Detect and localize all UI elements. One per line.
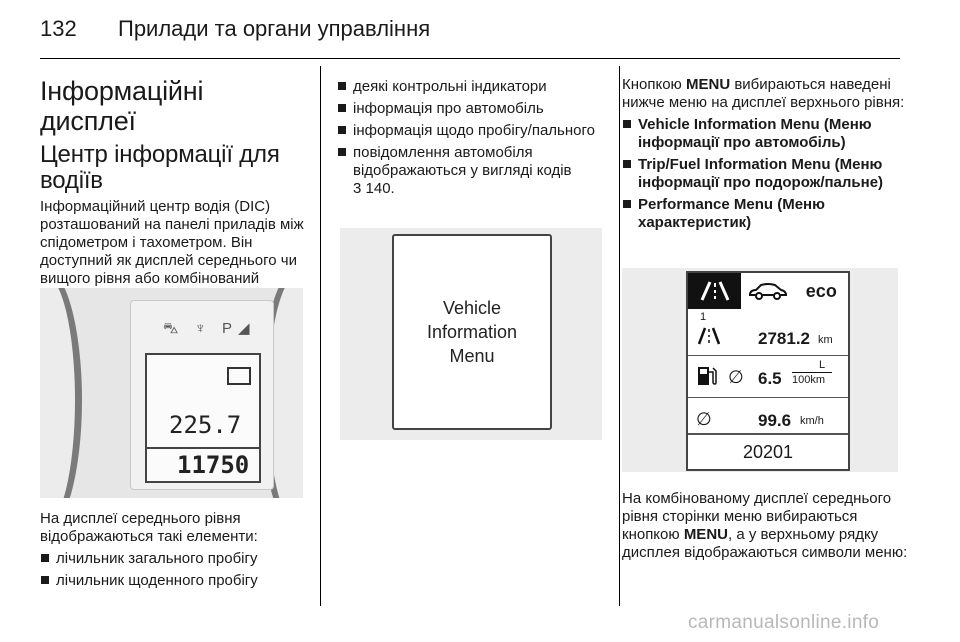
warning-icons: ⛍ ♆ P◢ (163, 320, 256, 337)
list-item: інформація про автомобіль (337, 100, 605, 118)
list-item: Performance Menu (Меню характеристик) (622, 196, 912, 232)
col2-list (337, 78, 605, 198)
bullet-icon (338, 104, 346, 112)
bullet-icon (41, 554, 49, 562)
road-icon (688, 273, 741, 309)
road-small-icon (696, 327, 722, 350)
page-number: 132 (40, 16, 77, 41)
column-1 (40, 64, 305, 306)
footer-watermark: carmanualsonline.info (688, 612, 880, 633)
column-1-lower (40, 510, 305, 594)
menus-list (622, 116, 912, 232)
menu-intro-paragraph: Кнопкою MENU вибираються наведені нижче меню на дисплеї верхнього рівня: (622, 76, 905, 111)
column-3-lower (622, 490, 912, 562)
fuel-unit-numerator: L (818, 359, 826, 371)
column-3 (622, 76, 912, 236)
instrument-cluster-figure (40, 288, 303, 498)
menu-screen (392, 234, 552, 430)
running-title: Прилади та органи управління (118, 16, 431, 41)
odometer-row: 20201 (688, 433, 848, 469)
menu-button-name: MENU (683, 526, 728, 543)
list-item: інформація щодо пробігу/пального (337, 122, 605, 140)
trip-distance: 2781.2 (758, 329, 810, 348)
dic-frame (130, 300, 274, 490)
list-item: лічильник щоденного пробігу (40, 572, 305, 590)
distance-unit: km (818, 334, 833, 346)
list-item: Vehicle Information Menu (Меню інформації про автомобіль) (622, 116, 912, 152)
odometer-readout: 11750 (177, 451, 250, 479)
menu-screen-text: Vehicle Information Menu (426, 298, 518, 366)
fraction-line (792, 372, 832, 373)
trip-fuel-display-figure (622, 268, 898, 472)
bullet-icon (623, 120, 631, 128)
bullet-icon (623, 160, 631, 168)
vehicle-information-menu-figure (340, 228, 602, 440)
subsection-title: Центр інформації для водіїв (40, 141, 280, 194)
caption-paragraph: На дисплеї середнього рівня відображаються такі елементи: (40, 510, 258, 545)
average-icon: ∅ (728, 367, 744, 387)
header-rule (40, 58, 900, 59)
column-2 (337, 76, 605, 202)
average-speed-value: 99.6 (758, 411, 792, 430)
section-title: Інформаційні дисплеї (40, 76, 204, 136)
page-header (40, 10, 920, 56)
lcd-separator (147, 447, 259, 449)
trip-index: 1 (700, 311, 707, 323)
fuel-consumption-value: 6.5 (758, 369, 782, 388)
average-speed-icon: ∅ (696, 409, 712, 429)
car-icon (741, 273, 794, 309)
row-separator (688, 397, 848, 398)
list-item: повідомлення автомобіля відображаються у вигляді кодів 3 140. (337, 144, 605, 198)
bullet-icon (41, 576, 49, 584)
combined-display-paragraph: На комбінованому дисплеї середнього рівня сторінки меню вибираються кнопкою MENU, а у верхньому рядку дисплея відображаються символи меню: (622, 490, 908, 561)
bullet-icon (338, 82, 346, 90)
book-icon (227, 367, 251, 385)
col1-list (40, 550, 305, 590)
bullet-icon (338, 126, 346, 134)
speed-unit: km/h (800, 415, 824, 427)
speedometer-ring (40, 288, 82, 498)
column-divider-1 (320, 66, 321, 606)
dic-lcd (145, 353, 261, 483)
trip-readout: 225.7 (169, 411, 242, 439)
list-item: лічильник загального пробігу (40, 550, 305, 568)
fuel-consumption-row (688, 357, 848, 397)
trip-screen (686, 271, 850, 471)
intro-paragraph: Інформаційний центр водія (DIC) розташований на панелі приладів між спідометром і тахометром. Він доступний як дисплей середнього чи вищого рівня або комбінований (40, 198, 304, 287)
trip-distance-row (688, 313, 848, 353)
cross-reference: 3 140. (353, 180, 395, 197)
fuel-pump-icon (696, 363, 718, 392)
row-separator (688, 355, 848, 356)
fuel-unit-denominator: 100km (792, 374, 826, 386)
bullet-icon (338, 148, 346, 156)
menu-button-name: MENU (685, 76, 731, 93)
column-divider-2 (619, 66, 620, 606)
eco-tab: eco (805, 280, 837, 301)
menu-tab-bar (688, 273, 848, 309)
bullet-icon (623, 200, 631, 208)
list-item: деякі контрольні індикатори (337, 78, 605, 96)
list-item: Trip/Fuel Information Menu (Меню інформації про подорож/пальне) (622, 156, 912, 192)
